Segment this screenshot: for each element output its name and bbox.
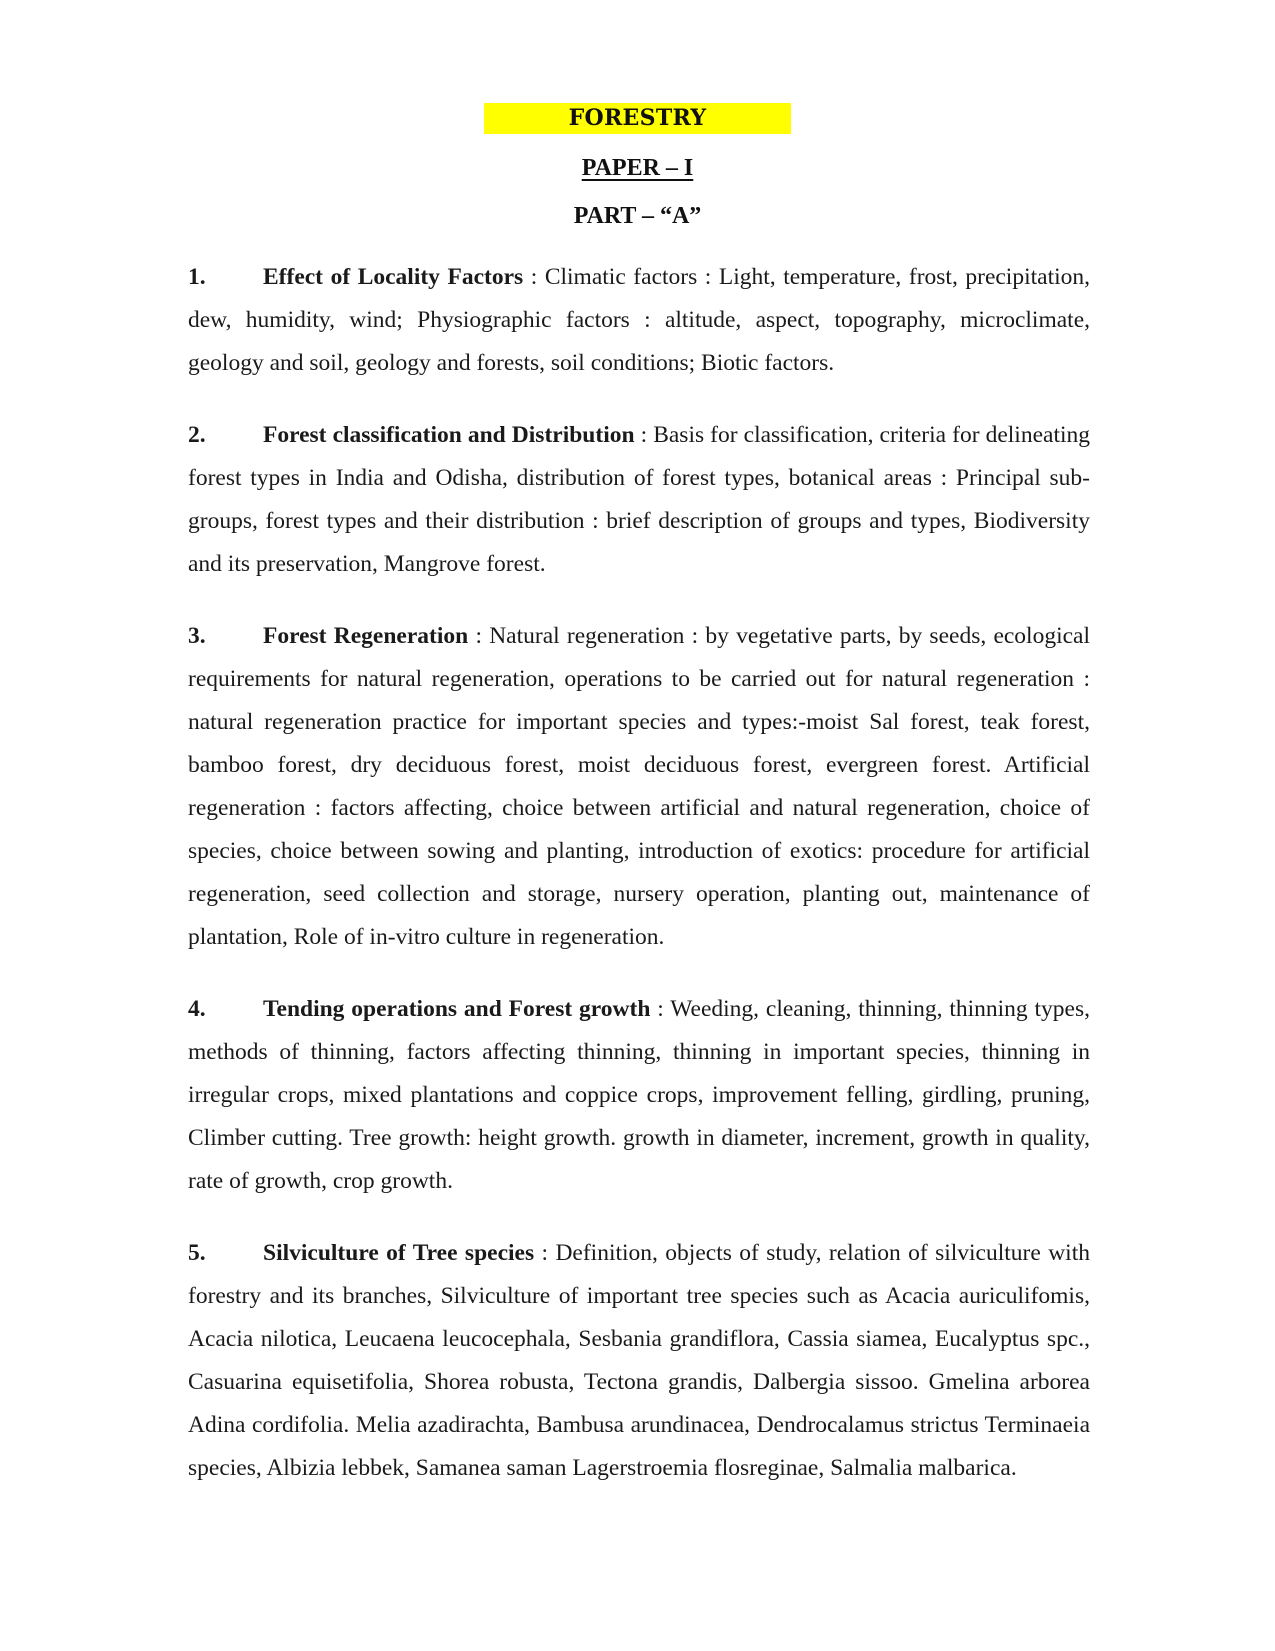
section-heading: Tending operations and Forest growth xyxy=(263,996,651,1022)
section-number: 4. xyxy=(188,996,206,1022)
section-body: : Basis for classification, criteria for delineating forest types in India and Odisha, distribution of forest types, botanical areas : Principal sub-groups, forest types and their distribution : brief description of groups and types, Biodiversity and its preservation, Mangrove forest. xyxy=(188,422,1090,577)
title-block xyxy=(0,103,1275,134)
section-4 xyxy=(188,988,1090,1203)
section-body: : Climatic factors : Light, temperature, frost, precipitation, dew, humidity, wind; Physiographic factors : altitude, aspect, topography, microclimate, geology and soil, geology and forests, soil conditions; Biotic factors. xyxy=(188,264,1091,376)
section-number: 1. xyxy=(188,264,206,290)
section-3 xyxy=(188,615,1090,959)
section-1 xyxy=(188,256,1090,385)
section-heading: Forest Regeneration xyxy=(263,623,469,649)
document-title: FORESTRY xyxy=(484,103,791,134)
section-body: : Natural regeneration : by vegetative parts, by seeds, ecological requirements for natural regeneration, operations to be carried out for natural regeneration : natural regeneration practice for important species and types:-moist Sal forest, teak forest, bamboo forest, dry deciduous forest, moist deciduous forest, evergreen forest. Artificial regeneration : factors affecting, choice between artificial and natural regeneration, choice of species, choice between sowing and planting, introduction of exotics: procedure for artificial regeneration, seed collection and storage, nursery operation, planting out, maintenance of plantation, Role of in-vitro culture in regeneration. xyxy=(188,623,1091,950)
section-number: 5. xyxy=(188,1240,206,1266)
section-body: : Weeding, cleaning, thinning, thinning types, methods of thinning, factors affecting thinning, thinning in important species, thinning in irregular crops, mixed plantations and coppice crops, improvement felling, girdling, pruning, Climber cutting. Tree growth: height growth. growth in diameter, increment, growth in quality, rate of growth, crop growth. xyxy=(188,996,1090,1194)
section-heading: Forest classification and Distribution xyxy=(263,422,635,448)
section-number: 3. xyxy=(188,623,206,649)
syllabus-sections xyxy=(188,256,1090,1519)
paper-heading: PAPER – I xyxy=(581,155,694,181)
section-heading: Silviculture of Tree species xyxy=(263,1240,535,1266)
part-heading: PART – “A” xyxy=(573,203,702,229)
section-2 xyxy=(188,414,1090,586)
section-number: 2. xyxy=(188,422,206,448)
section-heading: Effect of Locality Factors xyxy=(263,264,524,290)
section-5 xyxy=(188,1232,1090,1490)
section-body: : Definition, objects of study, relation of silviculture with forestry and its branches, Silviculture of important tree species such as Acacia auriculifomis, Acacia nilotica, Leucaena leucocephala, Sesbania grandiflora, Cassia siamea, Eucalyptus spc., Casuarina equisetifolia, Shorea robusta, Tectona grandis, Dalbergia sissoo. Gmelina arborea Adina cordifolia. Melia azadirachta, Bambusa arundinacea, Dendrocalamus strictus Terminaeia species, Albizia lebbek, Samanea saman Lagerstroemia flosreginae, Salmalia malbarica. xyxy=(188,1240,1090,1481)
